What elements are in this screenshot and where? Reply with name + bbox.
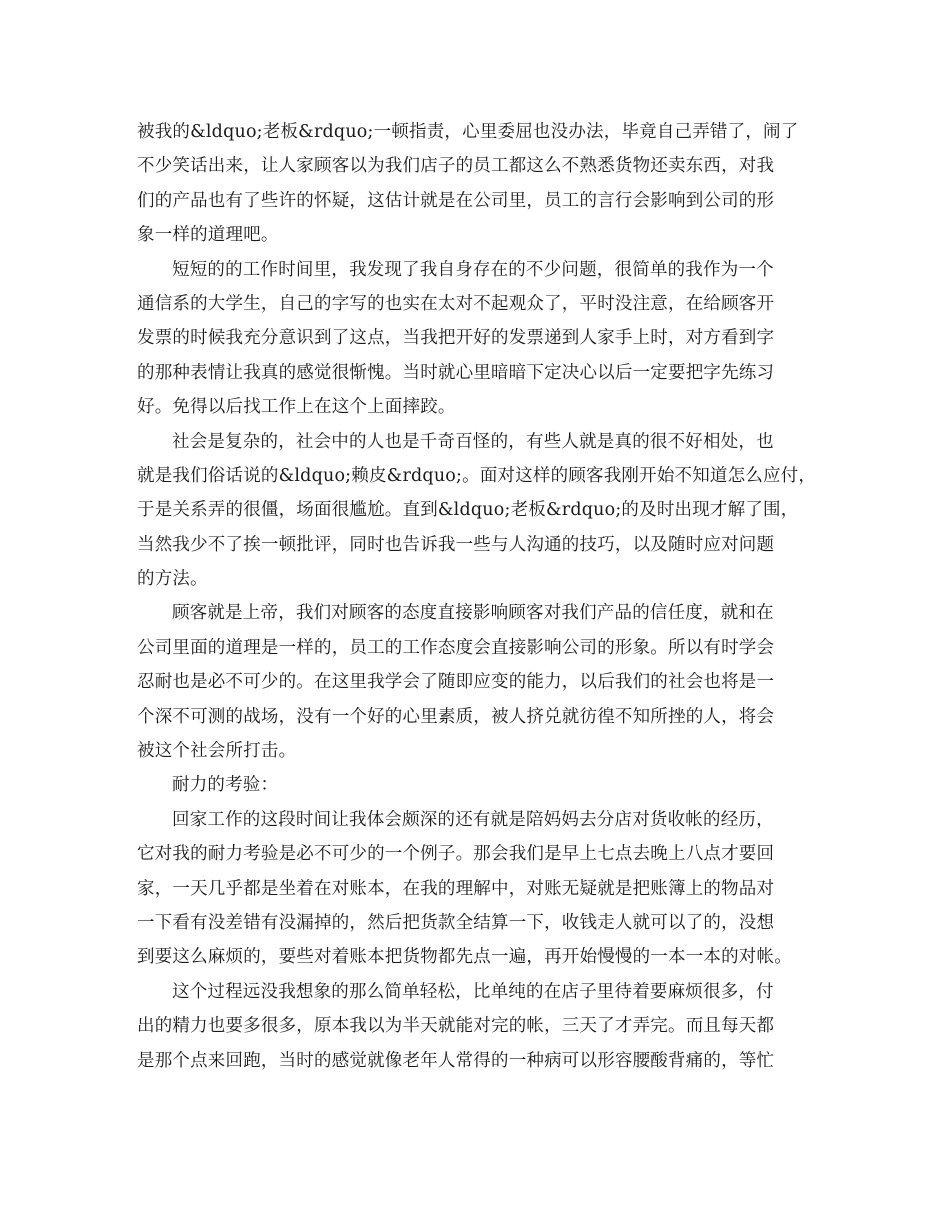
text-line: 公司里面的道理是一样的，员工的工作态度会直接影响公司的形象。所以有时学会 (137, 637, 775, 658)
paragraph-first-line: 社会是复杂的，社会中的人也是千奇百怪的，有些人就是真的很不好相处，也 (172, 431, 774, 452)
text-line: 被这个社会所打击。 (137, 741, 297, 762)
text-line: 们的产品也有了些许的怀疑，这估计就是在公司里，员工的言行会影响到公司的形 (137, 190, 775, 211)
text-line: 于是关系弄的很僵，场面很尴尬。直到&ldquo;老板&rdquo;的及时出现才解了围， (137, 500, 799, 521)
paragraph-first-line: 短短的的工作时间里，我发现了我自身存在的不少问题，很简单的我作为一个 (172, 259, 774, 280)
text-line: 发票的时候我充分意识到了这点，当我把开好的发票递到人家手上时，对方看到字 (137, 328, 775, 349)
paragraph-first-line: 回家工作的这段时间让我体会颇深的还有就是陪妈妈去分店对货收帐的经历， (172, 809, 774, 830)
text-line: 被我的&ldquo;老板&rdquo;一顿指责，心里委屈也没办法，毕竟自己弄错了，闹了 (137, 122, 799, 142)
text-line: 家，一天几乎都是坐着在对账本，在我的理解中，对账无疑就是把账簿上的物品对 (137, 878, 775, 899)
text-line: 个深不可测的战场，没有一个好的心里素质，被人挤兑就彷徨不知所挫的人，将会 (137, 706, 775, 727)
text-line: 就是我们俗话说的&ldquo;赖皮&rdquo;。面对这样的顾客我刚开始不知道怎么应付， (137, 465, 817, 486)
text-line: 忍耐也是必不可少的。在这里我学会了随即应变的能力，以后我们的社会也将是一 (137, 672, 775, 693)
text-line: 出的精力也要多很多，原本我以为半天就能对完的帐，三天了才弄完。而且每天都 (137, 1016, 775, 1037)
text-line: 好。免得以后找工作上在这个上面摔跤。 (137, 397, 456, 418)
text-line: 的方法。 (137, 569, 208, 590)
text-line: 当然我少不了挨一顿批评，同时也告诉我一些与人沟通的技巧，以及随时应对问题 (137, 534, 775, 555)
body-text (137, 115, 827, 1078)
text-line: 通信系的大学生，自己的字写的也实在太对不起观众了，平时没注意，在给顾客开 (137, 293, 775, 314)
text-line: 一下看有没差错有没漏掉的，然后把货款全结算一下，收钱走人就可以了的，没想 (137, 912, 775, 933)
text-line: 到要这么麻烦的，要些对着账本把货物都先点一遍，再开始慢慢的一本一本的对帐。 (137, 947, 792, 968)
section-heading: 耐力的考验： (172, 775, 279, 796)
text-line: 不少笑话出来，让人家顾客以为我们店子的员工都这么不熟悉货物还卖东西，对我 (137, 156, 775, 177)
paragraph-first-line: 这个过程远没我想象的那么简单轻松，比单纯的在店子里待着要麻烦很多，付 (172, 981, 774, 1002)
text-line: 的那种表情让我真的感觉很惭愧。当时就心里暗暗下定决心以后一定要把字先练习 (137, 362, 775, 383)
text-line: 象一样的道理吧。 (137, 225, 279, 246)
text-line: 是那个点来回跑，当时的感觉就像老年人常得的一种病可以形容腰酸背痛的，等忙 (137, 1050, 775, 1071)
text-line: 它对我的耐力考验是必不可少的一个例子。那会我们是早上七点去晚上八点才要回 (137, 844, 775, 865)
paragraph-first-line: 顾客就是上帝，我们对顾客的态度直接影响顾客对我们产品的信任度，就和在 (172, 603, 774, 624)
